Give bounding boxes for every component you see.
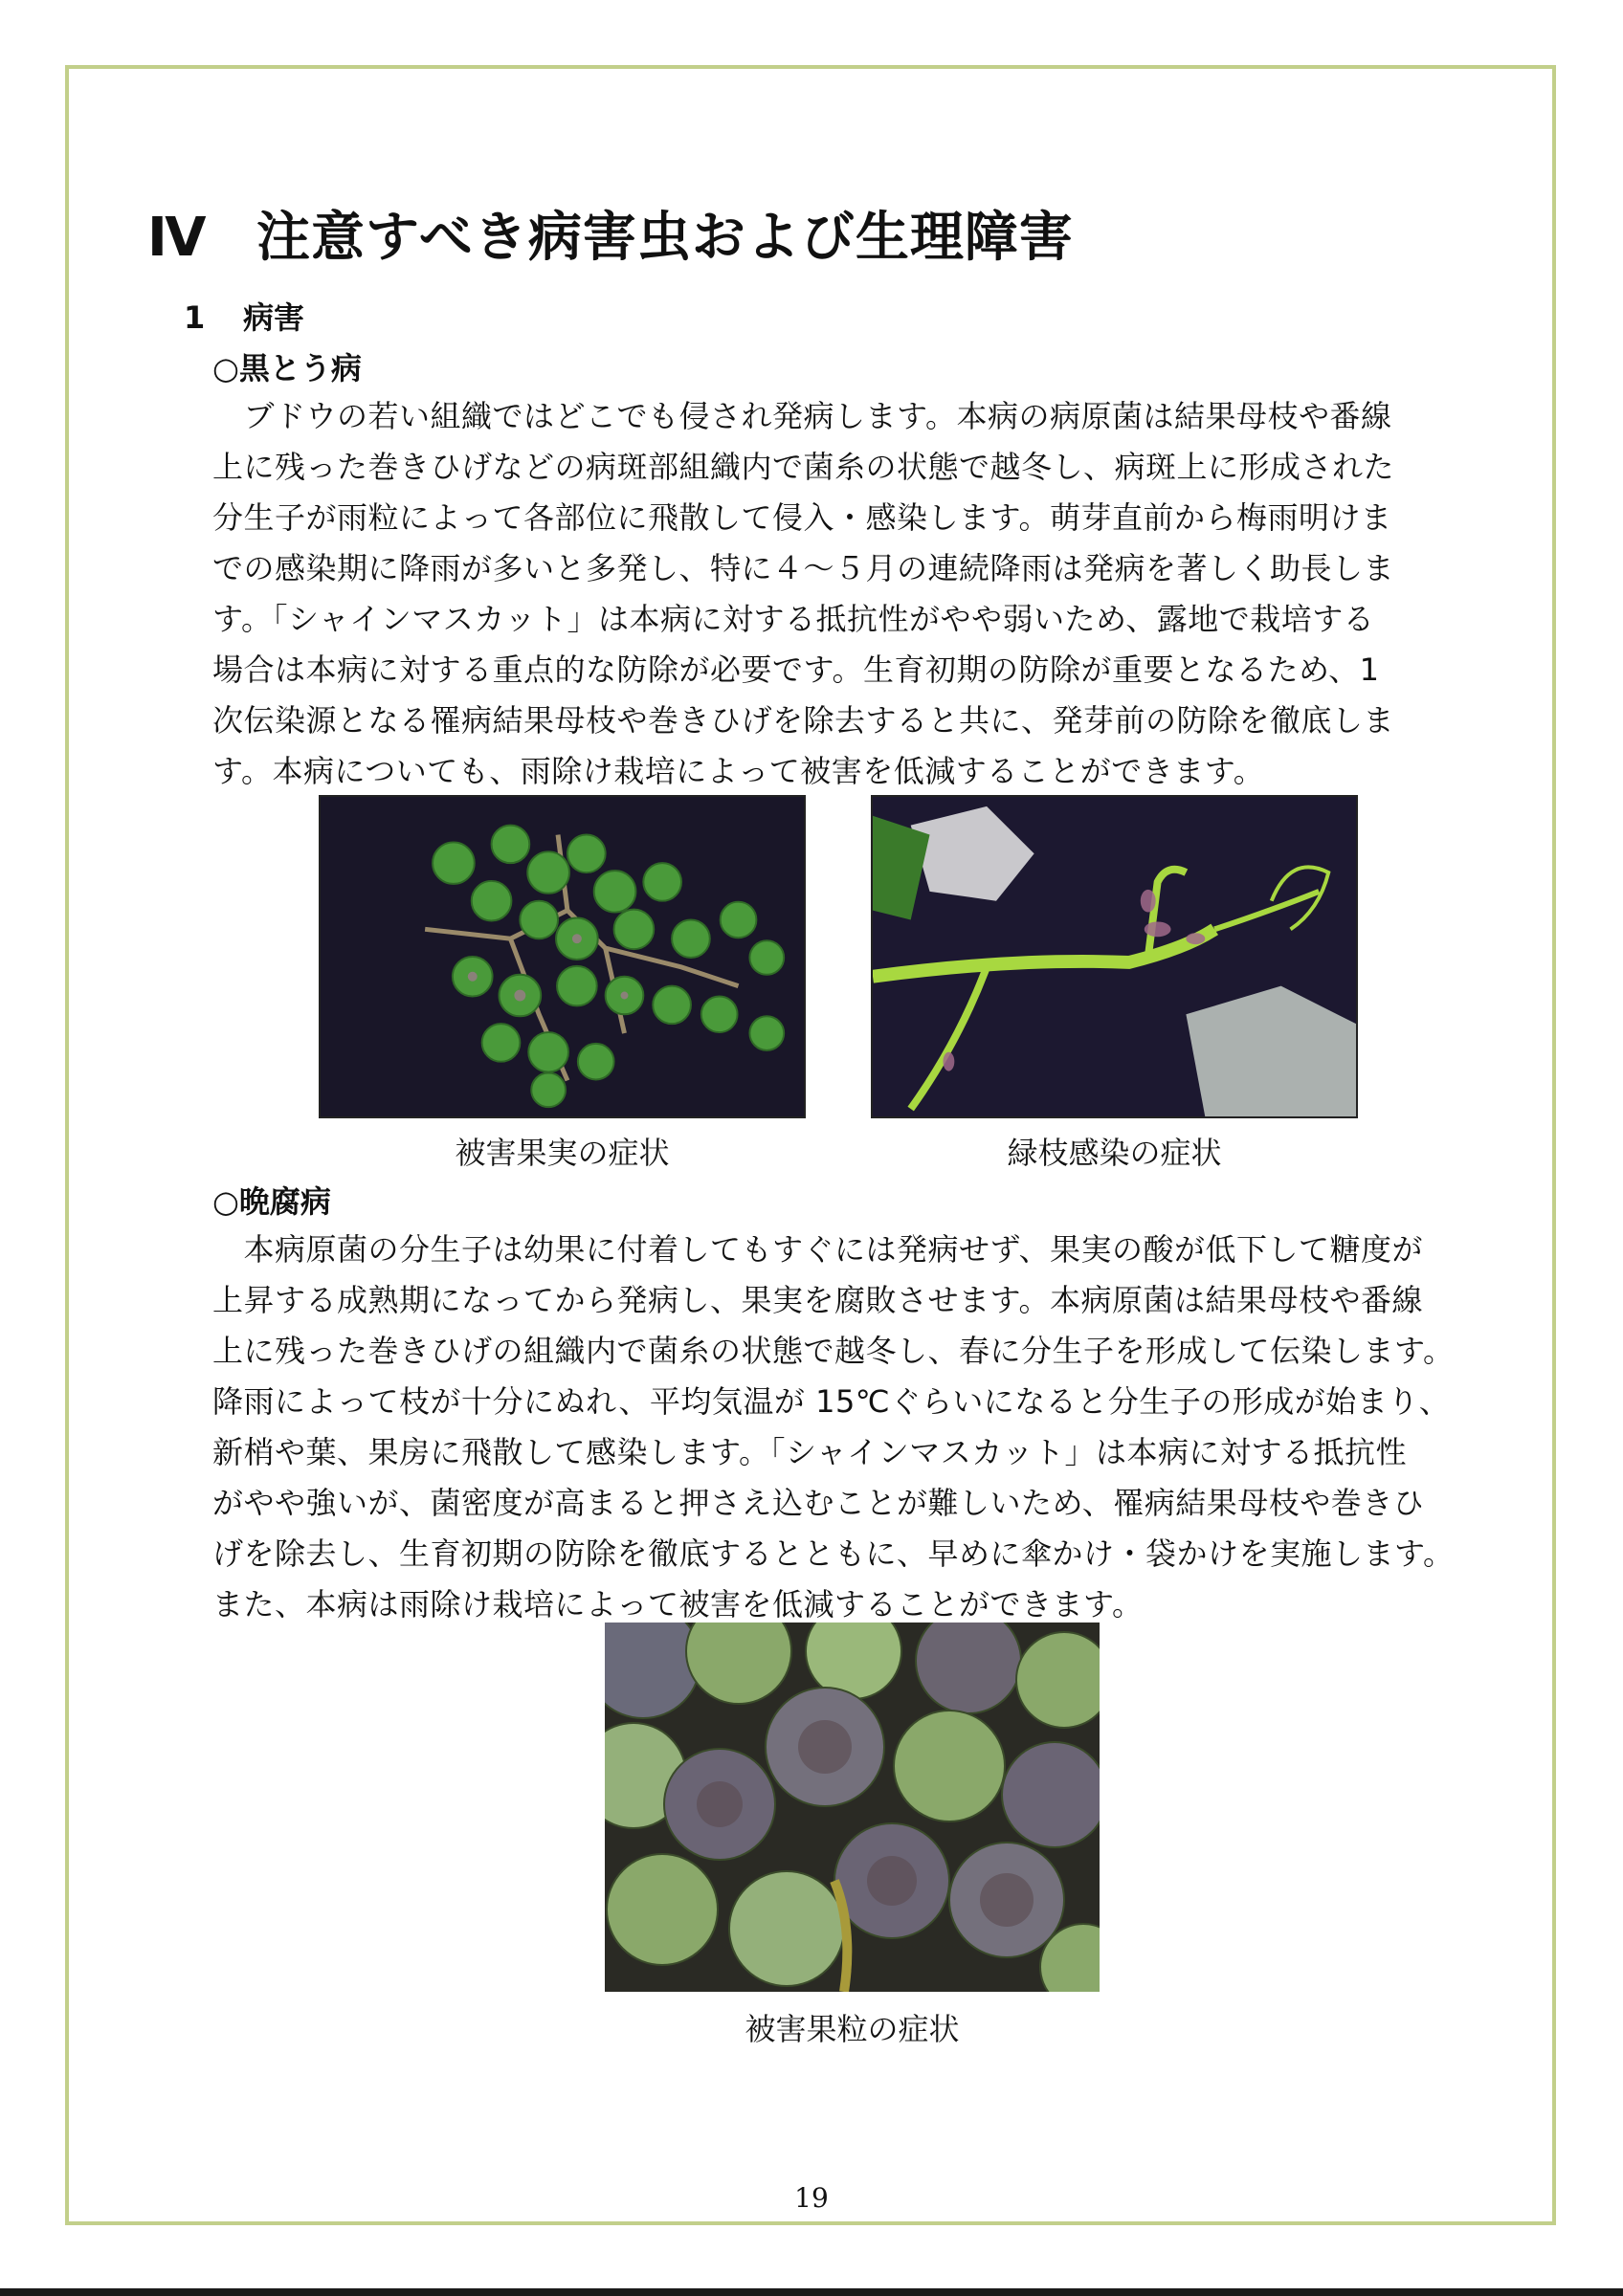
caption-berry-symptoms: 被害果粒の症状: [745, 2011, 960, 2047]
section-title: [184, 299, 304, 336]
bottom-edge-bar: [0, 2288, 1623, 2296]
caption-shoot-infection: 緑枝感染の症状: [1007, 1135, 1222, 1171]
disease-paragraph-black-rot: [212, 391, 1495, 797]
paragraph-line: 降雨によって枝が十分にぬれ、平均気温が 15℃ぐらいになると分生子の形成が始まり、: [212, 1383, 1451, 1420]
chapter-title-text: 注意すべき病害虫および生理障害: [256, 207, 1074, 269]
disease-paragraph-ripe-rot: [212, 1225, 1495, 1630]
paragraph-line: す。「シャインマスカット」は本病に対する抵抗性がやや弱いため、露地で栽培する: [212, 601, 1375, 637]
chapter-number: Ⅳ: [147, 207, 208, 269]
photo-shoot-infection: [871, 795, 1358, 1118]
paragraph-line: 本病原菌の分生子は幼果に付着してもすぐには発病せず、果実の酸が低下して糖度が: [212, 1231, 1423, 1268]
photo-fruit-symptoms: [319, 795, 806, 1118]
paragraph-line: ブドウの若い組織ではどこでも侵され発病します。本病の病原菌は結果母枝や番線: [212, 398, 1392, 434]
paragraph-line: 次伝染源となる罹病結果母枝や巻きひげを除去すると共に、発芽前の防除を徹底しま: [212, 702, 1395, 739]
paragraph-line: す。本病についても、雨除け栽培によって被害を低減することができます。: [212, 753, 1265, 789]
photo-berry-symptoms: [605, 1623, 1100, 1992]
paragraph-line: 新梢や葉、果房に飛散して感染します。「シャインマスカット」は本病に対する抵抗性: [212, 1434, 1407, 1470]
paragraph-line: がやや強いが、菌密度が高まると押さえ込むことが難しいため、罹病結果母枝や巻きひ: [212, 1485, 1425, 1521]
paragraph-line: げを除去し、生育初期の防除を徹底するとともに、早めに傘かけ・袋かけを実施します。: [212, 1535, 1455, 1572]
paragraph-line: 上に残った巻きひげなどの病斑部組織内で菌糸の状態で越冬し、病斑上に形成された: [212, 449, 1395, 485]
green-shoot-illustration: [873, 797, 1356, 1116]
disease-heading-black-rot: ○黒とう病: [212, 350, 362, 386]
chapter-title: [147, 209, 1074, 268]
paragraph-line: 分生子が雨粒によって各部位に飛散して侵入・感染します。萌芽直前から梅雨明けま: [212, 499, 1392, 536]
paragraph-line: 上昇する成熟期になってから発病し、果実を腐敗させます。本病原菌は結果母枝や番線: [212, 1282, 1423, 1318]
paragraph-line: 上に残った巻きひげの組織内で菌糸の状態で越冬し、春に分生子を形成して伝染します。: [212, 1333, 1455, 1369]
section-title-text: 病害: [243, 299, 305, 336]
paragraph-line: での感染期に降雨が多いと多発し、特に４～５月の連続降雨は発病を著しく助長しま: [212, 550, 1395, 586]
paragraph-line: 場合は本病に対する重点的な防除が必要です。生育初期の防除が重要となるため、1: [212, 651, 1380, 688]
page-number: 19: [794, 2182, 829, 2214]
paragraph-line: また、本病は雨除け栽培によって被害を低減することができます。: [212, 1586, 1144, 1623]
section-number: 1: [184, 299, 206, 336]
caption-fruit-symptoms: 被害果実の症状: [455, 1135, 670, 1171]
disease-heading-ripe-rot: ○晩腐病: [212, 1183, 331, 1220]
rotting-berries-illustration: [605, 1623, 1100, 1992]
grape-cluster-illustration: [321, 797, 804, 1116]
